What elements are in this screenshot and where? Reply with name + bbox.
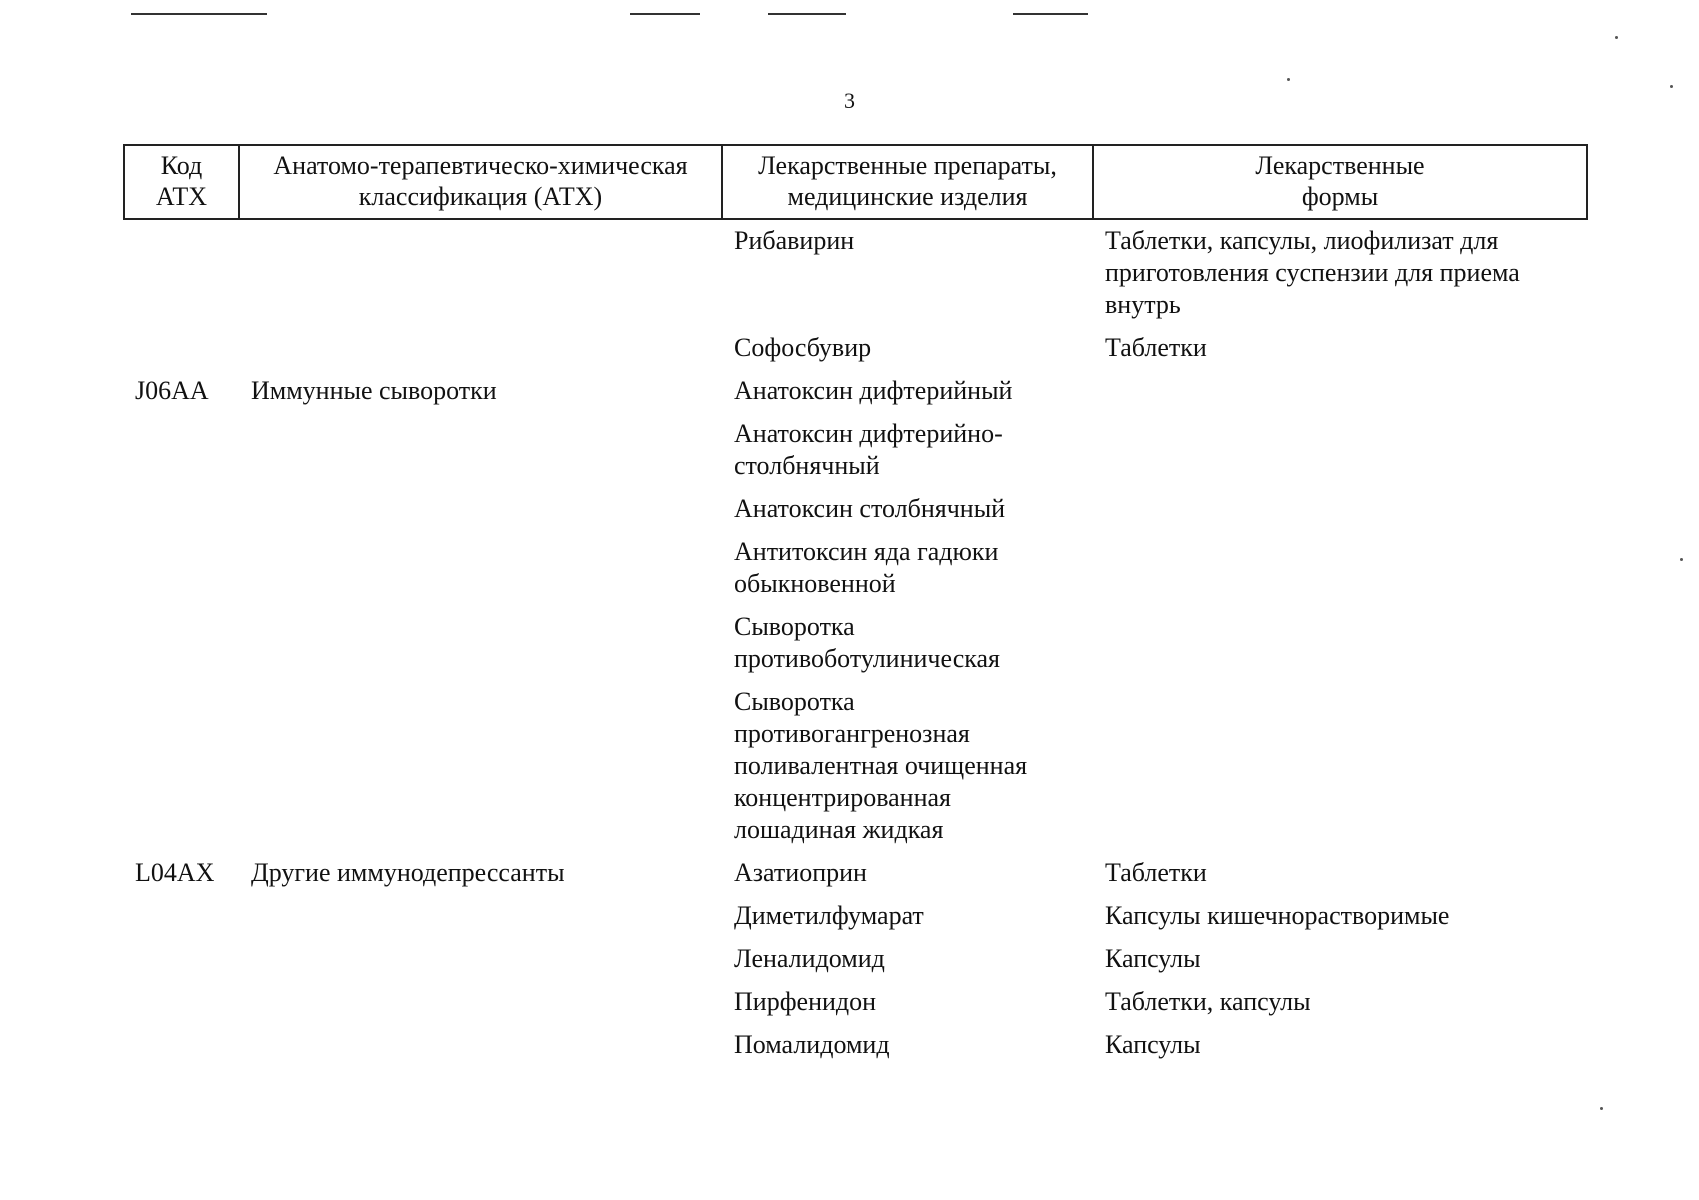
atx-code-cell [123, 681, 240, 852]
dosage-form-cell-line: Капсулы [1105, 944, 1201, 973]
atx-code-cell [123, 531, 240, 606]
atx-class-cell [240, 413, 723, 488]
drug-cell-line: Диметилфумарат [734, 901, 924, 930]
atx-code-cell [123, 220, 240, 327]
atx-code-cell: L04AX [135, 858, 215, 887]
drug-cell-line: Помалидомид [734, 1030, 890, 1059]
header-drugs [723, 144, 1094, 220]
drug-cell-line: Леналидомид [734, 944, 885, 973]
atx-class-cell [240, 531, 723, 606]
atx-code-cell [123, 488, 240, 531]
atx-code-cell [123, 606, 240, 681]
drug-cell [723, 220, 1094, 327]
atx-class-cell: Другие иммунодепрессанты [251, 858, 565, 887]
drug-cell [723, 938, 1094, 981]
top-rule [768, 13, 846, 15]
atx-class-cell [240, 327, 723, 370]
dosage-form-cell [1094, 1024, 1588, 1067]
dosage-form-cell-line: Таблетки [1105, 858, 1207, 887]
drug-cell-line: противогангренозная [734, 719, 970, 748]
drug-cell [723, 531, 1094, 606]
drug-cell-line: лошадиная жидкая [734, 815, 944, 844]
drug-cell [723, 852, 1094, 895]
dosage-form-cell-line: Капсулы [1105, 1030, 1201, 1059]
drug-cell-line: поливалентная очищенная [734, 751, 1028, 780]
drug-cell-line: Сыворотка [734, 687, 855, 716]
dosage-form-cell-line: приготовления суспензии для приема [1105, 258, 1520, 287]
dosage-form-cell [1094, 681, 1588, 852]
atx-class-cell [240, 938, 723, 981]
scan-speck [1615, 36, 1618, 39]
page-number: 3 [844, 88, 855, 113]
atx-code-cell [123, 413, 240, 488]
dosage-form-cell [1094, 413, 1588, 488]
drug-cell-line: Софосбувир [734, 333, 872, 362]
header-atx-classification [240, 144, 723, 220]
header-line: формы [1301, 182, 1379, 211]
drug-cell-line: концентрированная [734, 783, 951, 812]
header-code [123, 144, 240, 220]
top-rule [131, 13, 267, 15]
drug-cell [723, 370, 1094, 413]
drug-cell-line: Пирфенидон [734, 987, 877, 1016]
scan-speck [1600, 1107, 1603, 1110]
drug-cell-line: Анатоксин столбнячный [734, 494, 1006, 523]
drug-cell-line: противоботулиническая [734, 644, 1000, 673]
dosage-form-cell-line: Таблетки [1105, 333, 1207, 362]
drug-cell-line: Анатоксин дифтерийный [734, 376, 1013, 405]
atx-code-cell [123, 327, 240, 370]
dosage-form-cell-line: Капсулы кишечнорастворимые [1105, 901, 1450, 930]
atx-code-cell [123, 1024, 240, 1067]
atx-code-cell [123, 981, 240, 1024]
drug-cell [723, 895, 1094, 938]
atx-class-cell [240, 895, 723, 938]
dosage-form-cell [1094, 981, 1588, 1024]
header-line: Лекарственные препараты, [758, 151, 1057, 180]
header-line: Лекарственные [1255, 151, 1425, 180]
top-rule [630, 13, 700, 15]
header-line: АТХ [155, 182, 208, 211]
drug-cell-line: обыкновенной [734, 569, 896, 598]
header-line: Анатомо-терапевтическо-химическая [273, 151, 688, 180]
atx-class-cell: Иммунные сыворотки [251, 376, 497, 405]
drug-cell [723, 681, 1094, 852]
drug-cell-line: Сыворотка [734, 612, 855, 641]
dosage-form-cell [1094, 220, 1588, 327]
dosage-form-cell [1094, 370, 1588, 413]
atx-class-cell [240, 981, 723, 1024]
header-line: классификация (АТХ) [358, 182, 603, 211]
drug-cell [723, 327, 1094, 370]
drug-cell-line: Антитоксин яда гадюки [734, 537, 999, 566]
atx-class-cell [240, 1024, 723, 1067]
atx-code-cell [123, 895, 240, 938]
drug-cell [723, 488, 1094, 531]
drug-cell [723, 1024, 1094, 1067]
atx-code-cell [123, 938, 240, 981]
atx-class-cell [240, 681, 723, 852]
header-dosage-forms [1094, 144, 1588, 220]
atx-class-cell [240, 488, 723, 531]
header-line: медицинские изделия [787, 182, 1028, 211]
atx-code-cell: J06AA [135, 376, 209, 405]
dosage-form-cell [1094, 488, 1588, 531]
atx-class-cell [240, 606, 723, 681]
dosage-form-cell-line: Таблетки, капсулы, лиофилизат для [1105, 226, 1499, 255]
dosage-form-cell [1094, 852, 1588, 895]
header-line: Код [160, 151, 203, 180]
drug-cell-line: Анатоксин дифтерийно- [734, 419, 1003, 448]
dosage-form-cell [1094, 895, 1588, 938]
dosage-form-cell [1094, 531, 1588, 606]
dosage-form-cell-line: Таблетки, капсулы [1105, 987, 1311, 1016]
drug-cell-line: Азатиоприн [734, 858, 867, 887]
dosage-form-cell [1094, 938, 1588, 981]
drug-cell [723, 981, 1094, 1024]
drug-cell-line: столбнячный [734, 451, 880, 480]
dosage-form-cell-line: внутрь [1105, 290, 1181, 319]
atx-table [123, 144, 1588, 1067]
drug-cell [723, 606, 1094, 681]
scan-speck [1680, 558, 1683, 561]
dosage-form-cell [1094, 606, 1588, 681]
scan-speck [1287, 78, 1290, 81]
atx-class-cell [240, 220, 723, 327]
drug-cell [723, 413, 1094, 488]
drug-cell-line: Рибавирин [734, 226, 855, 255]
top-rule [1013, 13, 1088, 15]
dosage-form-cell [1094, 327, 1588, 370]
